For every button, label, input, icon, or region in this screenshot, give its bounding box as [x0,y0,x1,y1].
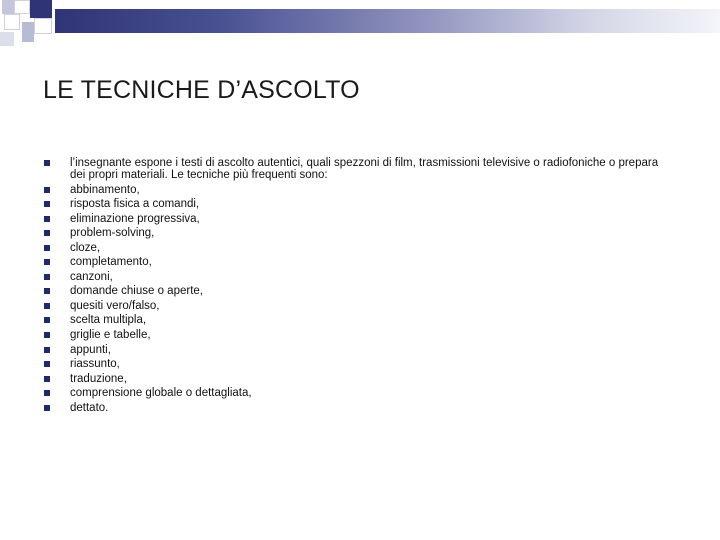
square-bullet-icon [44,259,50,265]
list-item-text: eliminazione progressiva, [70,212,200,225]
square-bullet-icon [44,332,50,338]
list-item [44,358,664,370]
square-bullet-icon [44,274,50,280]
square-bullet-icon [44,160,50,166]
list-item-text: traduzione, [70,372,127,385]
square-bullet-icon [44,376,50,382]
square-bullet-icon [44,288,50,294]
square-bullet-icon [44,230,50,236]
list-item-text: scelta multipla, [70,314,147,327]
deco-square [4,14,20,30]
square-bullet-icon [44,361,50,367]
deco-square [0,32,14,46]
list-item [44,213,664,225]
list-item-text: risposta fisica a comandi, [70,198,200,211]
square-bullet-icon [44,216,50,222]
list-item-text: appunti, [70,343,111,356]
square-bullet-icon [44,347,50,353]
list-item [44,157,664,181]
square-bullet-icon [44,201,50,207]
deco-square [34,18,52,34]
list-item-text: comprensione globale o dettagliata, [70,387,252,400]
list-item [44,184,664,196]
list-item-text: griglie e tabelle, [70,329,151,342]
deco-square [14,0,30,14]
list-item [44,198,664,210]
list-item [44,256,664,268]
list-item [44,227,664,239]
square-bullet-icon [44,405,50,411]
square-bullet-icon [44,317,50,323]
list-item-text: problem-solving, [70,227,155,240]
list-item [44,329,664,341]
list-item [44,314,664,326]
list-item-text: riassunto, [70,358,120,371]
list-item-text: l’insegnante espone i testi di ascolto autentici, quali spezzoni di film, trasmissioni televisive o radiofoniche o prepara dei propri materiali. Le tecniche più frequenti sono: [70,157,659,181]
list-item-text: abbinamento, [70,183,140,196]
list-item [44,242,664,254]
square-bullet-icon [44,187,50,193]
deco-square [22,22,34,42]
list-item [44,402,664,414]
header-gradient-bar [55,9,720,33]
list-item [44,387,664,399]
list-item-text: domande chiuse o aperte, [70,285,203,298]
list-item-text: canzoni, [70,270,113,283]
list-item [44,271,664,283]
slide-title: LE TECNICHE D’ASCOLTO [43,76,360,104]
square-bullet-icon [44,245,50,251]
list-item-text: cloze, [70,241,101,254]
list-item [44,300,664,312]
list-item [44,285,664,297]
bullet-list [44,157,664,416]
list-item-text: dettato. [70,401,109,414]
deco-square [30,0,52,18]
square-bullet-icon [44,390,50,396]
list-item [44,344,664,356]
square-bullet-icon [44,303,50,309]
list-item-text: completamento, [70,256,152,269]
list-item [44,373,664,385]
list-item-text: quesiti vero/falso, [70,299,160,312]
